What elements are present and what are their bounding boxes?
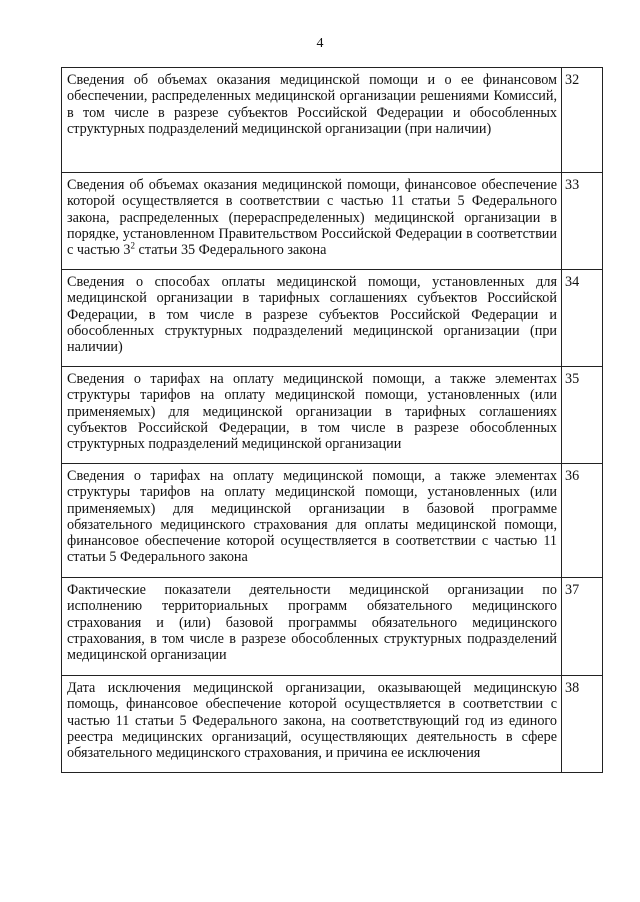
table-row [62,270,603,367]
table-row [62,464,603,578]
superscript-index: 2 [130,240,135,251]
row-number: 35 [562,367,603,464]
row-description: Сведения о способах оплаты медицинской помощи, установленных для медицинской организации в тарифных соглашениях субъектов Российской Федерации, в том числе в разрезе субъектов Российской Федерации и обособленных структурных подразделений медицинской организации (при наличии) [62,270,562,367]
row-number: 38 [562,676,603,773]
row-number: 37 [562,578,603,676]
row-description: Фактические показатели деятельности медицинской организации по исполнению территориальных программ обязательного медицинского страхования и (или) базовой программы обязательного медицинского страхования, в том числе в разрезе обособленных структурных подразделений медицинской организации [62,578,562,676]
table-row [62,367,603,464]
row-description: Сведения о тарифах на оплату медицинской помощи, а также элементах структуры тарифов на оплату медицинской помощи, установленных (или применяемых) для медицинской организации в тарифных соглашениях субъектов Российской Федерации, в том числе в разрезе обособленных структурных подразделений медицинской организации [62,367,562,464]
table-row [62,68,603,173]
page-number: 4 [316,36,324,51]
row-description: Дата исключения медицинской организации, оказывающей медицинскую помощь, финансовое обеспечение которой осуществляется в соответствии с частью 11 статьи 5 Федерального закона, на соответствующий год из единого реестра медицинских организаций, осуществляющих деятельность в сфере обязательного медицинского страхования, и причина ее исключения [62,676,562,773]
row-description [62,173,562,270]
row-number: 33 [562,173,603,270]
row-number: 36 [562,464,603,578]
row-description: Сведения о тарифах на оплату медицинской помощи, а также элементах структуры тарифов на оплату медицинской помощи, установленных (или применяемых) для медицинской организации в базовой программе обязательного медицинского страхования для оплаты медицинской помощи, финансовое обеспечение которой осуществляется в соответствии с частью 11 статьи 5 Федерального закона [62,464,562,578]
table-row [62,578,603,676]
row-number: 32 [562,68,603,173]
information-table [61,67,603,773]
table-row [62,676,603,773]
row-number: 34 [562,270,603,367]
row-description-text-end: статьи 35 Федерального закона [134,242,327,259]
row-description-text: Сведения об объемах оказания медицинской помощи, финансовое обеспечение которой осуществляется в соответствии с частью 11 статьи 5 Федерального закона, распределенных (перераспределенных) медицинской организации в порядке, установленном Правительством Российской Федерации в соответствии с частью 3 [67,177,557,259]
table-row [62,173,603,270]
row-description: Сведения об объемах оказания медицинской помощи и о ее финансовом обеспечении, распределенных медицинской организации решениями Комиссий, в том числе в разрезе субъектов Российской Федерации и обособленных структурных подразделений медицинской организации (при наличии) [62,68,562,173]
